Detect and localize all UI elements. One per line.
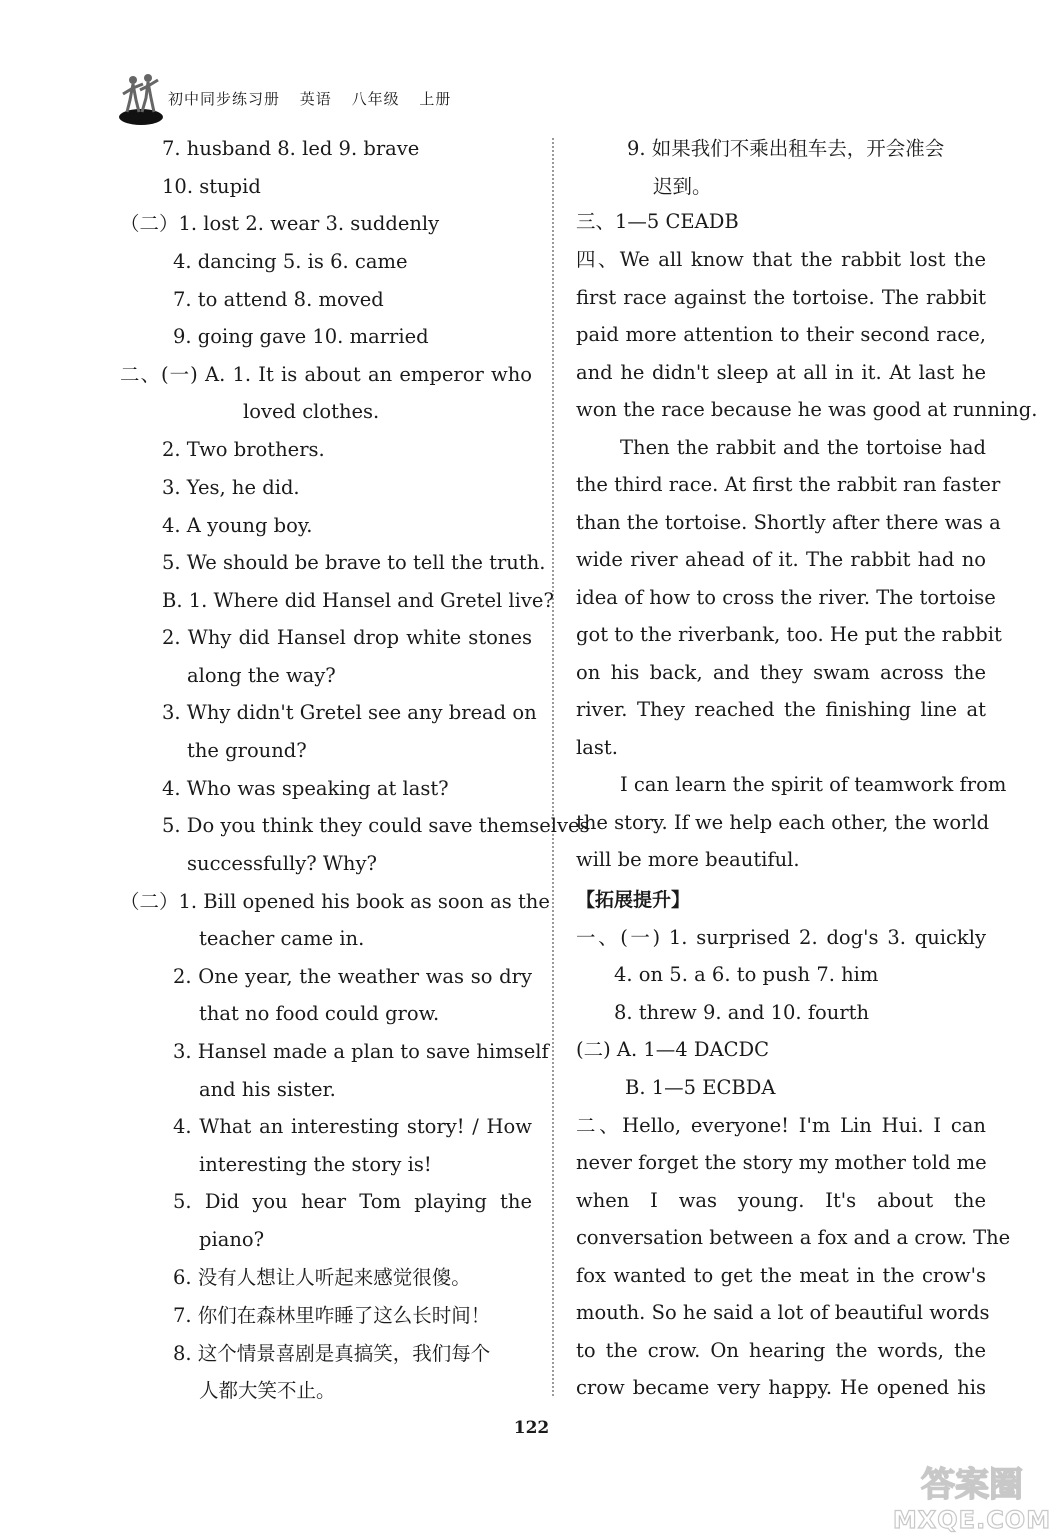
left-line: 2. Two brothers. [162, 438, 325, 461]
left-line: 7. to attend 8. moved [173, 288, 384, 311]
right-line: wide river ahead of it. The rabbit had no [576, 548, 986, 571]
left-line: 9. going gave 10. married [173, 325, 429, 348]
left-line: 7. husband 8. led 9. brave [162, 137, 420, 160]
header-grade: 八年级 [351, 90, 400, 108]
left-line: 3. Yes, he did. [162, 476, 300, 499]
right-line: Then the rabbit and the tortoise had [620, 436, 986, 459]
right-line: 四、We all know that the rabbit lost the [576, 248, 986, 271]
right-line: conversation between a fox and a crow. The [576, 1226, 1011, 1249]
svg-text:答案圈: 答案圈 [921, 1465, 1023, 1505]
right-line: got to the riverbank, too. He put the rabbit [576, 623, 1002, 646]
left-line: （二）1. Bill opened his book as soon as the [120, 890, 550, 913]
right-line: will be more beautiful. [576, 848, 800, 871]
right-line: fox wanted to get the meat in the crow's [576, 1264, 986, 1287]
header-subject: 英语 [299, 90, 332, 108]
right-line: 三、1—5 CEADB [576, 210, 739, 233]
right-line: never forget the story my mother told me [576, 1151, 987, 1174]
right-line: river. They reached the finishing line at [576, 698, 986, 721]
left-line: teacher came in. [199, 927, 365, 950]
right-line: last. [576, 736, 618, 759]
right-line: the story. If we help each other, the world [576, 811, 990, 834]
right-line: when I was young. It's about the [576, 1189, 986, 1212]
right-line: crow became very happy. He opened his [576, 1376, 986, 1399]
svg-text:MXQE.COM: MXQE.COM [892, 1506, 1052, 1534]
left-line: 5. We should be brave to tell the truth. [162, 551, 546, 574]
right-line: first race against the tortoise. The rabbit [576, 286, 986, 309]
left-line: 2. Why did Hansel drop white stones [162, 626, 532, 649]
right-line: 8. threw 9. and 10. fourth [614, 1001, 870, 1024]
left-line: interesting the story is! [199, 1153, 432, 1176]
left-line: 4. A young boy. [162, 514, 313, 537]
left-line: 3. Why didn't Gretel see any bread on [162, 701, 537, 724]
header-text [168, 88, 465, 109]
header-series: 初中同步练习册 [168, 90, 281, 108]
left-line: loved clothes. [243, 400, 380, 423]
left-line: 7. 你们在森林里咋睡了这么长时间！ [173, 1304, 491, 1327]
header-volume: 上册 [419, 90, 452, 108]
page-number: 122 [513, 1418, 550, 1438]
right-line: mouth. So he said a lot of beautiful words [576, 1301, 990, 1324]
book-logo-icon [118, 70, 164, 126]
right-line: (二) A. 1—4 DACDC [576, 1038, 770, 1061]
left-line: 4. Who was speaking at last? [162, 777, 449, 800]
left-line: 3. Hansel made a plan to save himself [173, 1040, 549, 1063]
right-line: than the tortoise. Shortly after there was a [576, 511, 1001, 534]
left-line: that no food could grow. [199, 1002, 440, 1025]
left-line: the ground? [187, 739, 307, 762]
right-line: the third race. At first the rabbit ran faster [576, 473, 1001, 496]
right-line: 二、Hello, everyone! I'm Lin Hui. I can [576, 1114, 986, 1137]
running-header [118, 70, 518, 128]
column-divider [552, 138, 554, 1396]
watermark-logo-icon [886, 1462, 1058, 1534]
left-line: B. 1. Where did Hansel and Gretel live? [162, 589, 554, 612]
right-line: 9. 如果我们不乘出租车去，开会准会 [627, 137, 945, 160]
right-line: 一、(一) 1. surprised 2. dog's 3. quickly [576, 926, 986, 949]
left-line: 10. stupid [162, 175, 261, 198]
left-line: 二、(一) A. 1. It is about an emperor who [120, 363, 532, 386]
left-line: （二）1. lost 2. wear 3. suddenly [120, 212, 440, 235]
left-line: 5. Do you think they could save themselves [162, 814, 590, 837]
right-line: on his back, and they swam across the [576, 661, 986, 684]
right-line: 4. on 5. a 6. to push 7. him [614, 963, 879, 986]
left-line: successfully? Why? [187, 852, 377, 875]
right-line: to the crow. On hearing the words, the [576, 1339, 986, 1362]
right-line: won the race because he was good at running. [576, 398, 1038, 421]
left-line: 8. 这个情景喜剧是真搞笑，我们每个 [173, 1342, 491, 1365]
right-line: I can learn the spirit of teamwork from [620, 773, 1007, 796]
left-line: along the way? [187, 664, 336, 687]
right-line: B. 1—5 ECBDA [625, 1076, 776, 1099]
left-line: 4. What an interesting story! / How [173, 1115, 532, 1138]
left-line: 人都大笑不止。 [199, 1379, 336, 1402]
left-line: 2. One year, the weather was so dry [173, 965, 532, 988]
right-line: and he didn't sleep at all in it. At last he [576, 361, 986, 384]
right-line: idea of how to cross the river. The tortoise [576, 586, 996, 609]
right-line: 迟到。 [653, 175, 712, 198]
left-line: 4. dancing 5. is 6. came [173, 250, 408, 273]
section-heading: 【拓展提升】 [576, 889, 691, 911]
left-line: 5. Did you hear Tom playing the [173, 1190, 532, 1213]
left-line: piano? [199, 1228, 265, 1251]
left-line: 6. 没有人想让人听起来感觉很傻。 [173, 1266, 471, 1289]
right-line: paid more attention to their second race, [576, 323, 986, 346]
left-line: and his sister. [199, 1078, 336, 1101]
